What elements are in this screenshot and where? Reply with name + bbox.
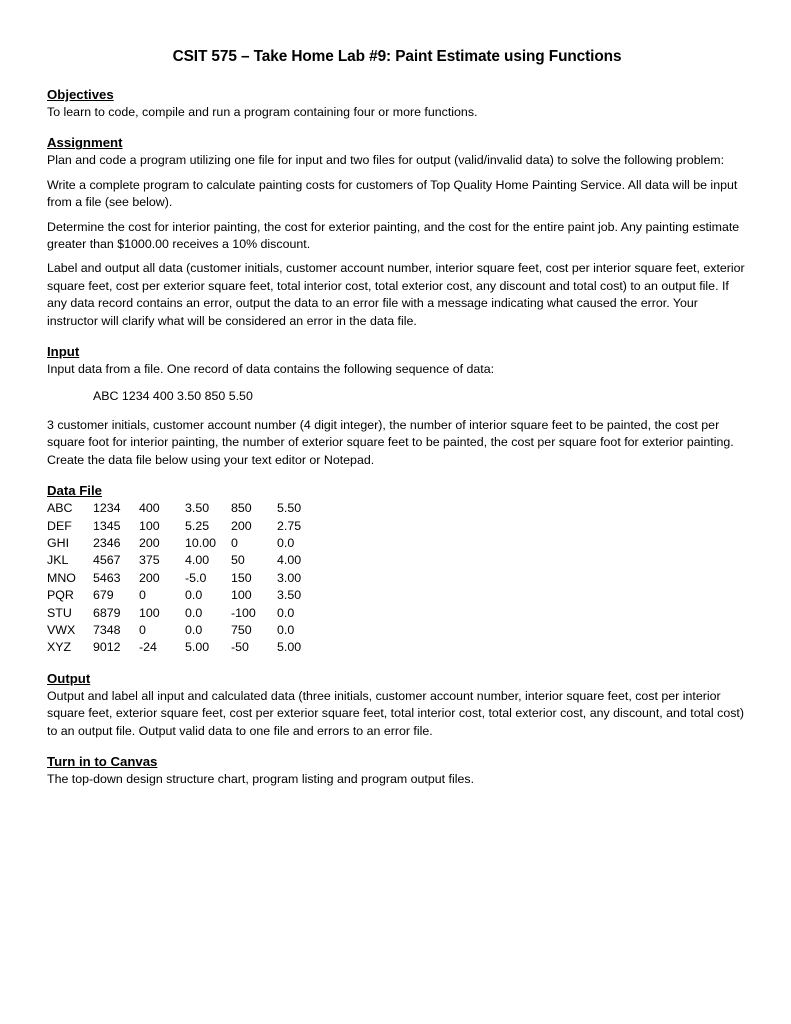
table-cell: 400	[139, 501, 160, 516]
table-cell: 1345	[93, 518, 121, 533]
table-row	[47, 587, 323, 604]
table-cell: 7348	[93, 622, 121, 637]
objectives-section	[47, 86, 747, 121]
assignment-paragraph: Determine the cost for interior painting, the cost for exterior painting, and the cost for the entire paint job. Any painting estimate greater than $1000.00 receives a 10% discount.	[47, 219, 740, 252]
table-cell: STU	[47, 605, 72, 620]
table-cell: MNO	[47, 570, 76, 585]
table-cell: 5.25	[185, 518, 210, 533]
table-cell: 0.0	[277, 605, 295, 620]
table-cell: PQR	[47, 588, 74, 603]
table-cell: 6879	[93, 605, 121, 620]
page-title: CSIT 575 – Take Home Lab #9: Paint Estimate using Functions	[172, 48, 622, 65]
table-cell: 679	[93, 588, 114, 603]
table-cell: 0	[231, 535, 238, 550]
table-cell: 100	[139, 518, 160, 533]
table-cell: 3.50	[185, 501, 210, 516]
table-cell: 200	[139, 570, 160, 585]
table-cell: 4.00	[185, 553, 210, 568]
table-cell: 0	[139, 622, 146, 637]
table-cell: 4567	[93, 553, 121, 568]
output-text: Output and label all input and calculated data (three initials, customer account number, interior square feet, cost per interior square feet, exterior square feet, cost per exterior square feet, total interior cost, total exterior cost, any discount, and total cost) to an output file. Output valid data to one file and errors to an error file.	[47, 688, 744, 738]
table-cell: GHI	[47, 535, 70, 550]
data-file-table	[47, 500, 323, 657]
table-cell: 200	[231, 518, 252, 533]
turn-in-section	[47, 753, 747, 788]
table-row	[47, 552, 323, 569]
table-cell: 4.00	[277, 553, 302, 568]
table-cell: 5463	[93, 570, 121, 585]
assignment-heading: Assignment	[47, 135, 123, 151]
table-cell: 150	[231, 570, 252, 585]
table-cell: 0.0	[277, 535, 295, 550]
table-cell: DEF	[47, 518, 72, 533]
table-cell: -50	[231, 640, 249, 655]
output-heading: Output	[47, 670, 91, 686]
table-cell: 200	[139, 535, 160, 550]
table-cell: XYZ	[47, 640, 72, 655]
turn-in-text: The top-down design structure chart, program listing and program output files.	[47, 771, 475, 786]
table-cell: 5.50	[277, 501, 302, 516]
table-cell: 5.00	[277, 640, 302, 655]
table-row	[47, 500, 323, 517]
table-cell: -100	[231, 605, 256, 620]
objectives-text: To learn to code, compile and run a program containing four or more functions.	[47, 105, 478, 119]
table-row	[47, 639, 323, 656]
table-row	[47, 535, 323, 552]
table-cell: 0.0	[277, 622, 295, 637]
table-cell: 0.0	[185, 622, 203, 637]
table-cell: -5.0	[185, 570, 207, 585]
data-file-heading: Data File	[47, 483, 102, 499]
table-cell: 100	[231, 588, 252, 603]
table-cell: 10.00	[185, 535, 217, 550]
table-cell: 0.0	[185, 605, 203, 620]
table-cell: 0	[139, 588, 146, 603]
table-cell: 1234	[93, 501, 121, 516]
table-cell: VWX	[47, 622, 76, 637]
table-cell: 9012	[93, 640, 121, 655]
assignment-section	[47, 134, 747, 330]
table-cell: 100	[139, 605, 160, 620]
table-row	[47, 570, 323, 587]
input-intro: Input data from a file. One record of data contains the following sequence of data:	[47, 362, 495, 377]
table-cell: 5.00	[185, 640, 210, 655]
table-row	[47, 605, 323, 622]
sample-record: ABC 1234 400 3.50 850 5.50	[93, 389, 253, 404]
turn-in-heading: Turn in to Canvas	[47, 753, 158, 769]
table-cell: 2.75	[277, 518, 302, 533]
data-file-section	[47, 482, 747, 657]
table-cell: 3.50	[277, 588, 302, 603]
table-row	[47, 518, 323, 535]
input-description: 3 customer initials, customer account number (4 digit integer), the number of interior square feet to be painted, the cost per square foot for interior painting, the number of exterior square feet to be painted, the cost per square foot for exterior painting. Create the data file below using your text editor or Notepad.	[47, 417, 734, 467]
assignment-paragraph: Label and output all data (customer initials, customer account number, interior square feet, cost per interior square feet, exterior square feet, cost per exterior square feet, total interior cost, total exterior cost, any discount and total cost) to an output file. If any data record contains an error, output the data to an error file with a message indicating what caused the error. Your instructor will clarify what will be considered an error in the data file.	[47, 261, 745, 328]
input-heading: Input	[47, 344, 80, 360]
table-cell: 2346	[93, 535, 121, 550]
table-cell: 3.00	[277, 570, 302, 585]
objectives-heading: Objectives	[47, 87, 114, 102]
document-page	[47, 46, 747, 801]
table-cell: 750	[231, 622, 252, 637]
table-cell: 375	[139, 553, 160, 568]
table-cell: ABC	[47, 501, 73, 516]
table-cell: 50	[231, 553, 245, 568]
input-section	[47, 343, 747, 469]
table-cell: JKL	[47, 553, 69, 568]
table-cell: -24	[139, 640, 157, 655]
assignment-paragraph: Write a complete program to calculate painting costs for customers of Top Quality Home Painting Service. All data will be input from a file (see below).	[47, 177, 738, 210]
table-row	[47, 622, 323, 639]
table-cell: 850	[231, 501, 252, 516]
assignment-paragraph: Plan and code a program utilizing one file for input and two files for output (valid/invalid data) to solve the following problem:	[47, 153, 725, 168]
table-cell: 0.0	[185, 588, 203, 603]
output-section	[47, 670, 747, 740]
